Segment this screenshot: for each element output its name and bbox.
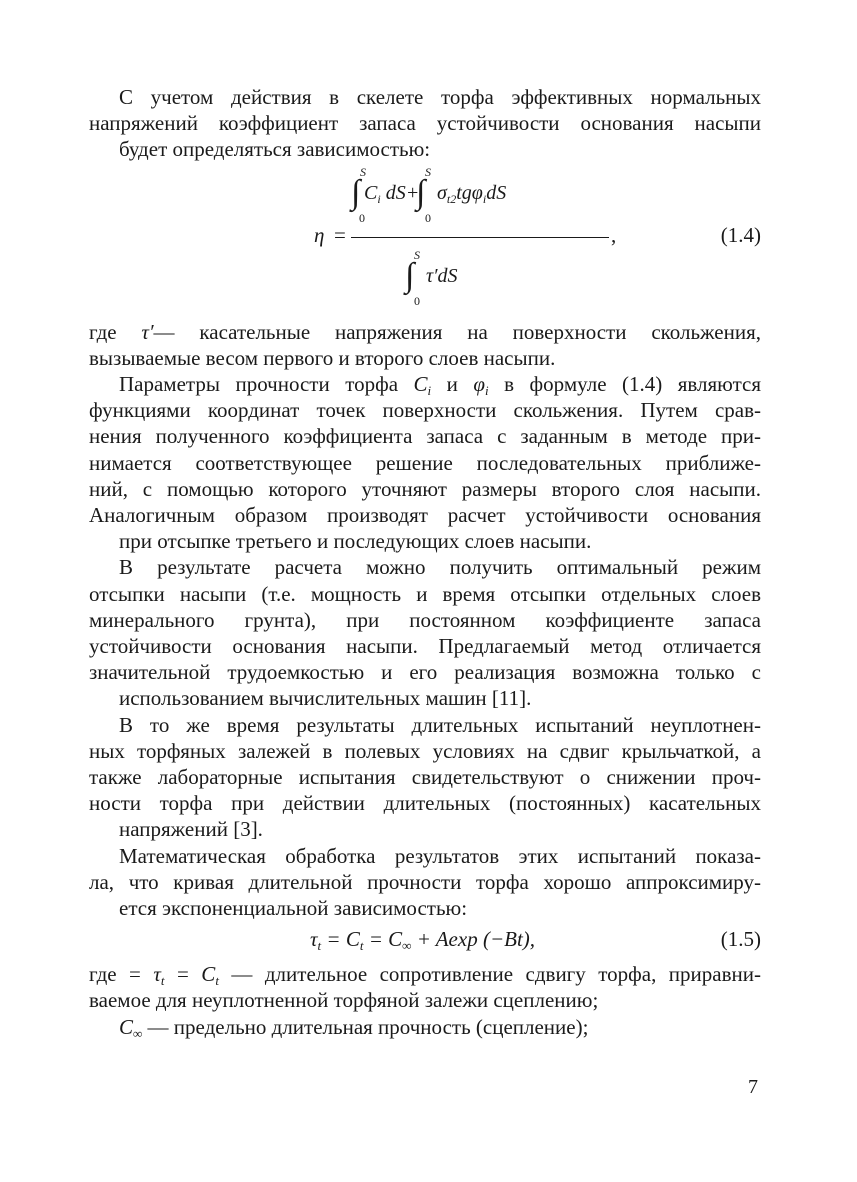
formula-number: (1.5) [720,927,761,952]
paragraph-c-inf: $C_\infty$ — предельно длительная прочность (сцепление); [119,1014,589,1041]
paragraph-tau: где τ′— касательные напряжения на поверхности скольжения, вызываемые весом первого и второго слоев насыпи. [89,319,761,370]
paragraph-params: Параметры прочности торфа $C_i$ и $\varphi_i$ в формуле (1.4) являются функциями координат точек поверхности скольжения. Путем срав- нения полученного коэффициента запаса с заданным в методе при- нимается соответствующее решение последовательных приближе- ний, с помощью которого уточняют размеры второго слоя насыпи. Аналогичным образом производят расчет устойчивости основания при отсыпке третьего и последующих слоев насыпи. [89,372,761,554]
page-number: 7 [748,1076,758,1098]
eta-symbol: η [314,222,325,247]
page-body [89,84,761,1040]
paragraph-intro: С учетом действия в скелете торфа эффективных нормальных напряжений коэффициент запаса устойчивости основания насыпи будет определяться зависимостью: [89,85,761,162]
paragraph-math: Математическая обработка результатов этих испытаний показа- ла, что кривая длительной прочности торфа хорошо аппроксимиру- ется экспоненциальной зависимостью: [89,843,761,921]
fraction-bar [351,237,609,238]
paragraph-tests: В то же время результаты длительных испытаний неуплотнен- ных торфяных залежей в полевых условиях на сдвиг крыльчаткой, а также лабораторные испытания свидетельствуют о снижении проч- ности торфа при действии длительных (постоянных) касательных напряжений [3]. [89,712,761,842]
formula-1-4: S ∫ 0 $C_i$ dS+ S ∫ 0 $\sigma_{t2}tg\varphi_idS$ η = , S ∫ 0 τ′dS (1.4) [314,164,761,308]
formula-number: (1.4) [720,222,761,247]
formula-1-5: $\tau_t = C_t = C_\infty + Aexp$ (−Bt), (1.5) [310,927,761,954]
paragraph-result: В результате расчета можно получить оптимальный режим отсыпки насыпи (т.е. мощность и время отсыпки отдельных слоев минерального грунта), при постоянном коэффициенте запаса устойчивости основания насыпи. Предлагаемый метод отличается значительной трудоемкостью и его реализация возможна только с использованием вычислительных машин [11]. [89,555,761,711]
paragraph-where: где = $\tau_t = C_t$ — длительное сопротивление сдвигу торфа, приравни- ваемое для неуплотненной торфяной залежи сцеплению; [89,962,761,1013]
